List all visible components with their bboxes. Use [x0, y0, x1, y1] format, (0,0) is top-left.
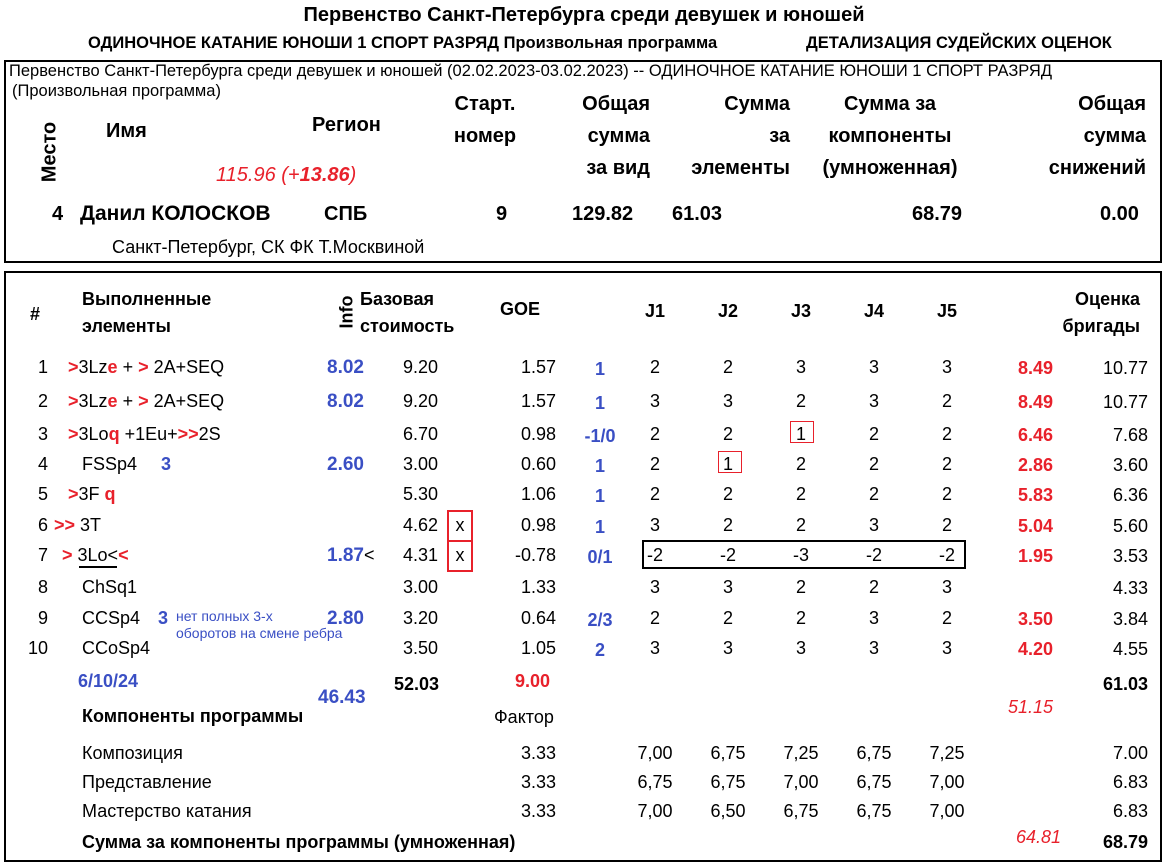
skater-start-number: 9	[496, 203, 508, 225]
base-value: 9.20	[402, 391, 438, 411]
start-number-header: Старт. номер	[453, 93, 517, 147]
judge-score-3: 2	[795, 454, 806, 474]
element-combo: +	[117, 357, 139, 377]
row-number: 1	[37, 357, 48, 377]
base-value: 3.20	[402, 608, 438, 628]
judge-score-2: 2	[722, 484, 733, 504]
judge-score-4: 2	[868, 484, 879, 504]
judge-score-5: 2	[941, 424, 952, 444]
col-base-value-header: Базовая стоимость	[360, 289, 455, 336]
base-value: 5.30	[402, 484, 438, 504]
page-title: Первенство Санкт-Петербурга среди девушек и юношей	[303, 4, 865, 26]
component-judge-3: 6,75	[783, 801, 819, 821]
base-value-adjusted: 8.02	[327, 391, 364, 412]
base-value-sum-total: 46.43	[318, 687, 366, 708]
row-number: 4	[37, 454, 48, 474]
element-code	[82, 454, 137, 475]
alt-elements-total: 51.15	[1008, 697, 1054, 717]
goe-step: -1/0	[584, 426, 616, 446]
base-value-adjusted: 8.02	[327, 357, 364, 378]
goe-total: 9.00	[515, 671, 551, 691]
judge-score-2: 2	[722, 357, 733, 377]
col-goe-header: GOE	[500, 299, 541, 319]
goe-value: 0.64	[520, 608, 556, 628]
components-sum-value: 68.79	[1102, 832, 1148, 852]
skater-place: 4	[52, 203, 64, 225]
goe-step: 1	[594, 486, 605, 506]
component-judge-2: 6,75	[710, 772, 746, 792]
total-header: Общая сумма за вид	[582, 93, 650, 179]
goe-step: 1	[594, 517, 605, 537]
judge-score-1: 2	[649, 357, 660, 377]
panel-score: 10.77	[1102, 358, 1148, 378]
judge-score-5: 3	[941, 577, 952, 597]
judge-score-4: 3	[868, 391, 879, 411]
component-judge-5: 7,00	[929, 772, 965, 792]
row7-underline	[79, 566, 117, 568]
judge-score-1: 3	[649, 638, 660, 658]
element-mark: <	[118, 545, 129, 565]
component-name: Мастерство катания	[82, 801, 252, 821]
element-code	[82, 638, 150, 659]
element-code	[54, 515, 101, 536]
base-value: 3.50	[402, 638, 438, 658]
judge-score-3: 2	[795, 608, 806, 628]
adjusted-score: 5.04	[1017, 516, 1053, 536]
row-number: 5	[37, 484, 48, 504]
component-factor: 3.33	[520, 772, 556, 792]
element-code	[68, 391, 224, 412]
judge-header-2: J2	[717, 301, 739, 321]
components-sum-header: Сумма за компоненты (умноженная)	[822, 93, 958, 179]
goe-value: 1.57	[520, 391, 556, 411]
panel-score: 10.77	[1102, 392, 1148, 412]
element-combo: +1Eu+	[119, 424, 178, 444]
panel-score: 4.55	[1112, 639, 1148, 659]
element-prefix-mark: >	[68, 424, 79, 444]
element-prefix-mark: >	[68, 391, 79, 411]
element-code	[68, 357, 224, 378]
goe-value: 1.57	[520, 357, 556, 377]
adjusted-score: 2.86	[1017, 455, 1053, 475]
judge-header-1: J1	[644, 301, 666, 321]
ccsp-note: нет полных 3-х оборотов на смене ребра	[176, 608, 343, 641]
base-value: 3.00	[402, 577, 438, 597]
judge-score-1: 3	[649, 577, 660, 597]
element-code	[62, 545, 129, 566]
element-prefix-mark: >	[68, 484, 79, 504]
base-value-adjusted: 2.80	[327, 608, 364, 629]
judge-header-3: J3	[790, 301, 812, 321]
goe-value: 0.98	[520, 515, 556, 535]
panel-score: 3.60	[1112, 455, 1148, 475]
judge-score-1: 2	[649, 424, 660, 444]
judge-score-4: 3	[868, 638, 879, 658]
skater-region: СПБ	[324, 203, 368, 225]
goe-value: -0.78	[514, 545, 556, 565]
element-mark: q	[108, 424, 120, 444]
element-code	[68, 484, 116, 505]
judge-score-4: 3	[868, 357, 879, 377]
element-mark: q	[99, 484, 116, 504]
base-value: 3.00	[402, 454, 438, 474]
base-total: 52.03	[394, 674, 440, 694]
component-factor: 3.33	[520, 743, 556, 763]
element-combo-rest: 2S	[198, 424, 221, 444]
component-judge-3: 7,00	[783, 772, 819, 792]
element-code	[82, 577, 137, 598]
adjusted-score: 4.20	[1017, 639, 1053, 659]
component-judge-2: 6,50	[710, 801, 746, 821]
judge-score-2: 3	[722, 391, 733, 411]
element-code	[82, 608, 140, 629]
element-level: 3	[158, 608, 169, 628]
skater-name: Данил КОЛОСКОВ	[80, 202, 271, 225]
judge-score-2: 1	[722, 454, 733, 474]
goe-value: 0.98	[520, 424, 556, 444]
panel-score: 3.84	[1112, 609, 1148, 629]
judge-score-2: -2	[719, 545, 736, 565]
element-combo-mark: >	[138, 357, 149, 377]
element-prefix-mark: >	[62, 545, 73, 565]
element-main: 3Lo<	[72, 545, 119, 565]
skater-deductions: 0.00	[1100, 203, 1139, 225]
judge-score-1: 3	[649, 515, 660, 535]
component-factor: 3.33	[520, 801, 556, 821]
element-main: FSSp4	[82, 454, 138, 474]
levels-total: 6/10/24	[78, 671, 139, 691]
component-score: 6.83	[1112, 772, 1148, 792]
bonus-x: x	[455, 545, 465, 565]
event-line-2: (Произвольная программа)	[12, 82, 221, 100]
row-number: 10	[27, 638, 48, 658]
element-combo-rest: 2A+SEQ	[148, 357, 225, 377]
subtitle-right: ДЕТАЛИЗАЦИЯ СУДЕЙСКИХ ОЦЕНОК	[806, 34, 1112, 52]
row-number: 2	[37, 391, 48, 411]
highlighted-judge-score-box	[790, 421, 814, 443]
component-judge-3: 7,25	[783, 743, 819, 763]
row-number: 7	[37, 545, 48, 565]
panel-score: 3.53	[1112, 546, 1148, 566]
judge-score-4: 2	[868, 424, 879, 444]
judge-score-1: 2	[649, 608, 660, 628]
row-number: 8	[37, 577, 48, 597]
skater-total-score: 129.82	[572, 203, 634, 225]
elements-total: 61.03	[1102, 674, 1148, 694]
judge-score-5: -2	[938, 545, 955, 565]
components-sum-alt: 64.81	[1016, 827, 1062, 847]
element-level: 3	[161, 454, 172, 474]
panel-score: 4.33	[1112, 578, 1148, 598]
row-number: 9	[37, 608, 48, 628]
judge-score-5: 2	[941, 454, 952, 474]
goe-step: 1	[594, 456, 605, 476]
judge-header-5: J5	[936, 301, 958, 321]
col-num-header: #	[30, 304, 41, 324]
skater-components-score: 68.79	[912, 203, 963, 225]
factor-header: Фактор	[494, 707, 554, 727]
element-main: CCSp4	[82, 608, 141, 628]
adjusted-score: 8.49	[1017, 392, 1053, 412]
element-main: 3Lz	[78, 357, 108, 377]
element-main: 3T	[75, 515, 102, 535]
base-value: 4.62	[402, 515, 438, 535]
row-number: 3	[37, 424, 48, 444]
judge-score-3: 2	[795, 515, 806, 535]
components-sum-label: Сумма за компоненты программы (умноженная)	[82, 832, 516, 852]
base-value: 9.20	[402, 357, 438, 377]
element-main: ChSq1	[82, 577, 138, 597]
goe-step: 0/1	[587, 547, 613, 567]
judge-score-2: 2	[722, 424, 733, 444]
judge-score-5: 3	[941, 638, 952, 658]
judge-score-2: 3	[722, 577, 733, 597]
note-top-score: 115.96 (+13.86)	[216, 164, 357, 186]
element-mark: e	[107, 357, 118, 377]
name-header: Имя	[106, 120, 147, 142]
element-code	[68, 424, 221, 445]
judge-score-4: 2	[868, 454, 879, 474]
judge-score-1: 2	[649, 454, 660, 474]
place-header: Место	[38, 121, 61, 183]
judge-score-4: 2	[868, 577, 879, 597]
judge-score-4: 3	[868, 515, 879, 535]
element-prefix-mark: >>	[54, 515, 76, 535]
adjusted-score: 6.46	[1017, 425, 1053, 445]
panel-score: 5.60	[1112, 516, 1148, 536]
element-combo: +	[117, 391, 139, 411]
judge-score-1: -2	[646, 545, 663, 565]
deductions-header: Общая сумма снижений	[1048, 93, 1146, 179]
judge-score-2: 3	[722, 638, 733, 658]
element-main: CCoSp4	[82, 638, 151, 658]
judge-score-3: 2	[795, 577, 806, 597]
component-judge-1: 6,75	[637, 772, 673, 792]
event-line: Первенство Санкт-Петербурга среди девушек и юношей (02.02.2023-03.02.2023) -- ОДИНОЧНОЕ КАТАНИЕ ЮНОШИ 1 СПОРТ РАЗРЯД	[9, 62, 1053, 80]
base-value: 6.70	[402, 424, 438, 444]
judge-score-4: -2	[865, 545, 882, 565]
elements-sum-header: Сумма за элементы	[691, 93, 790, 179]
row7-judges-highlight	[642, 540, 966, 569]
col-elements-header: Выполненные элементы	[82, 289, 212, 336]
judge-score-1: 3	[649, 391, 660, 411]
adjusted-score: 1.95	[1017, 546, 1053, 566]
goe-step: 2/3	[587, 610, 613, 630]
judge-score-2: 2	[722, 515, 733, 535]
goe-step: 2	[594, 640, 605, 660]
component-judge-2: 6,75	[710, 743, 746, 763]
judge-score-3: 2	[795, 484, 806, 504]
judge-score-5: 2	[941, 484, 952, 504]
skater-elements-score: 61.03	[672, 203, 723, 225]
col-info-header: Info	[336, 295, 357, 329]
element-combo-mark: >>	[177, 424, 199, 444]
component-name: Представление	[82, 772, 212, 792]
element-combo-mark: >	[138, 391, 149, 411]
judge-score-1: 2	[649, 484, 660, 504]
judge-score-5: 2	[941, 391, 952, 411]
under-rotation-mark: <	[364, 545, 375, 565]
skater-club: Санкт-Петербург, СК ФК Т.Москвиной	[112, 237, 425, 257]
judge-score-5: 3	[941, 357, 952, 377]
row-number: 6	[37, 515, 48, 535]
element-main: 3F	[78, 484, 100, 504]
goe-value: 1.33	[520, 577, 556, 597]
element-mark: e	[107, 391, 118, 411]
base-value-adjusted: 1.87	[327, 545, 364, 566]
highlighted-judge-score-box	[718, 451, 742, 473]
goe-step: 1	[594, 359, 605, 379]
base-value-adjusted: 2.60	[327, 454, 364, 475]
components-title: Компоненты программы	[82, 706, 304, 726]
component-judge-1: 7,00	[637, 743, 673, 763]
adjusted-score: 8.49	[1017, 358, 1053, 378]
judge-score-3: 3	[795, 357, 806, 377]
judge-header-4: J4	[863, 301, 885, 321]
component-judge-4: 6,75	[856, 743, 892, 763]
component-score: 7.00	[1112, 743, 1148, 763]
col-panel-score-header: Оценка бригады	[1062, 289, 1140, 336]
region-header: Регион	[312, 114, 381, 136]
adjusted-score: 5.83	[1017, 485, 1053, 505]
judge-score-2: 2	[722, 608, 733, 628]
component-judge-4: 6,75	[856, 772, 892, 792]
base-value: 4.31	[402, 545, 438, 565]
element-main: 3Lo	[78, 424, 109, 444]
goe-value: 0.60	[520, 454, 556, 474]
judge-score-3: 1	[795, 424, 806, 444]
panel-score: 7.68	[1112, 425, 1148, 445]
judge-score-3: -3	[792, 545, 809, 565]
component-name: Композиция	[82, 743, 183, 763]
judge-score-5: 2	[941, 608, 952, 628]
bonus-x: x	[455, 515, 465, 535]
panel-score: 6.36	[1112, 485, 1148, 505]
element-prefix-mark: >	[68, 357, 79, 377]
component-score: 6.83	[1112, 801, 1148, 821]
goe-value: 1.06	[520, 484, 556, 504]
goe-value: 1.05	[520, 638, 556, 658]
component-judge-5: 7,25	[929, 743, 965, 763]
component-judge-4: 6,75	[856, 801, 892, 821]
judge-score-5: 2	[941, 515, 952, 535]
judge-score-3: 3	[795, 638, 806, 658]
element-main: 3Lz	[78, 391, 108, 411]
component-judge-5: 7,00	[929, 801, 965, 821]
subtitle-left: ОДИНОЧНОЕ КАТАНИЕ ЮНОШИ 1 СПОРТ РАЗРЯД Произвольная программа	[88, 34, 718, 52]
judge-score-4: 3	[868, 608, 879, 628]
component-judge-1: 7,00	[637, 801, 673, 821]
judge-score-3: 2	[795, 391, 806, 411]
element-combo-rest: 2A+SEQ	[148, 391, 225, 411]
goe-step: 1	[594, 393, 605, 413]
adjusted-score: 3.50	[1017, 609, 1053, 629]
